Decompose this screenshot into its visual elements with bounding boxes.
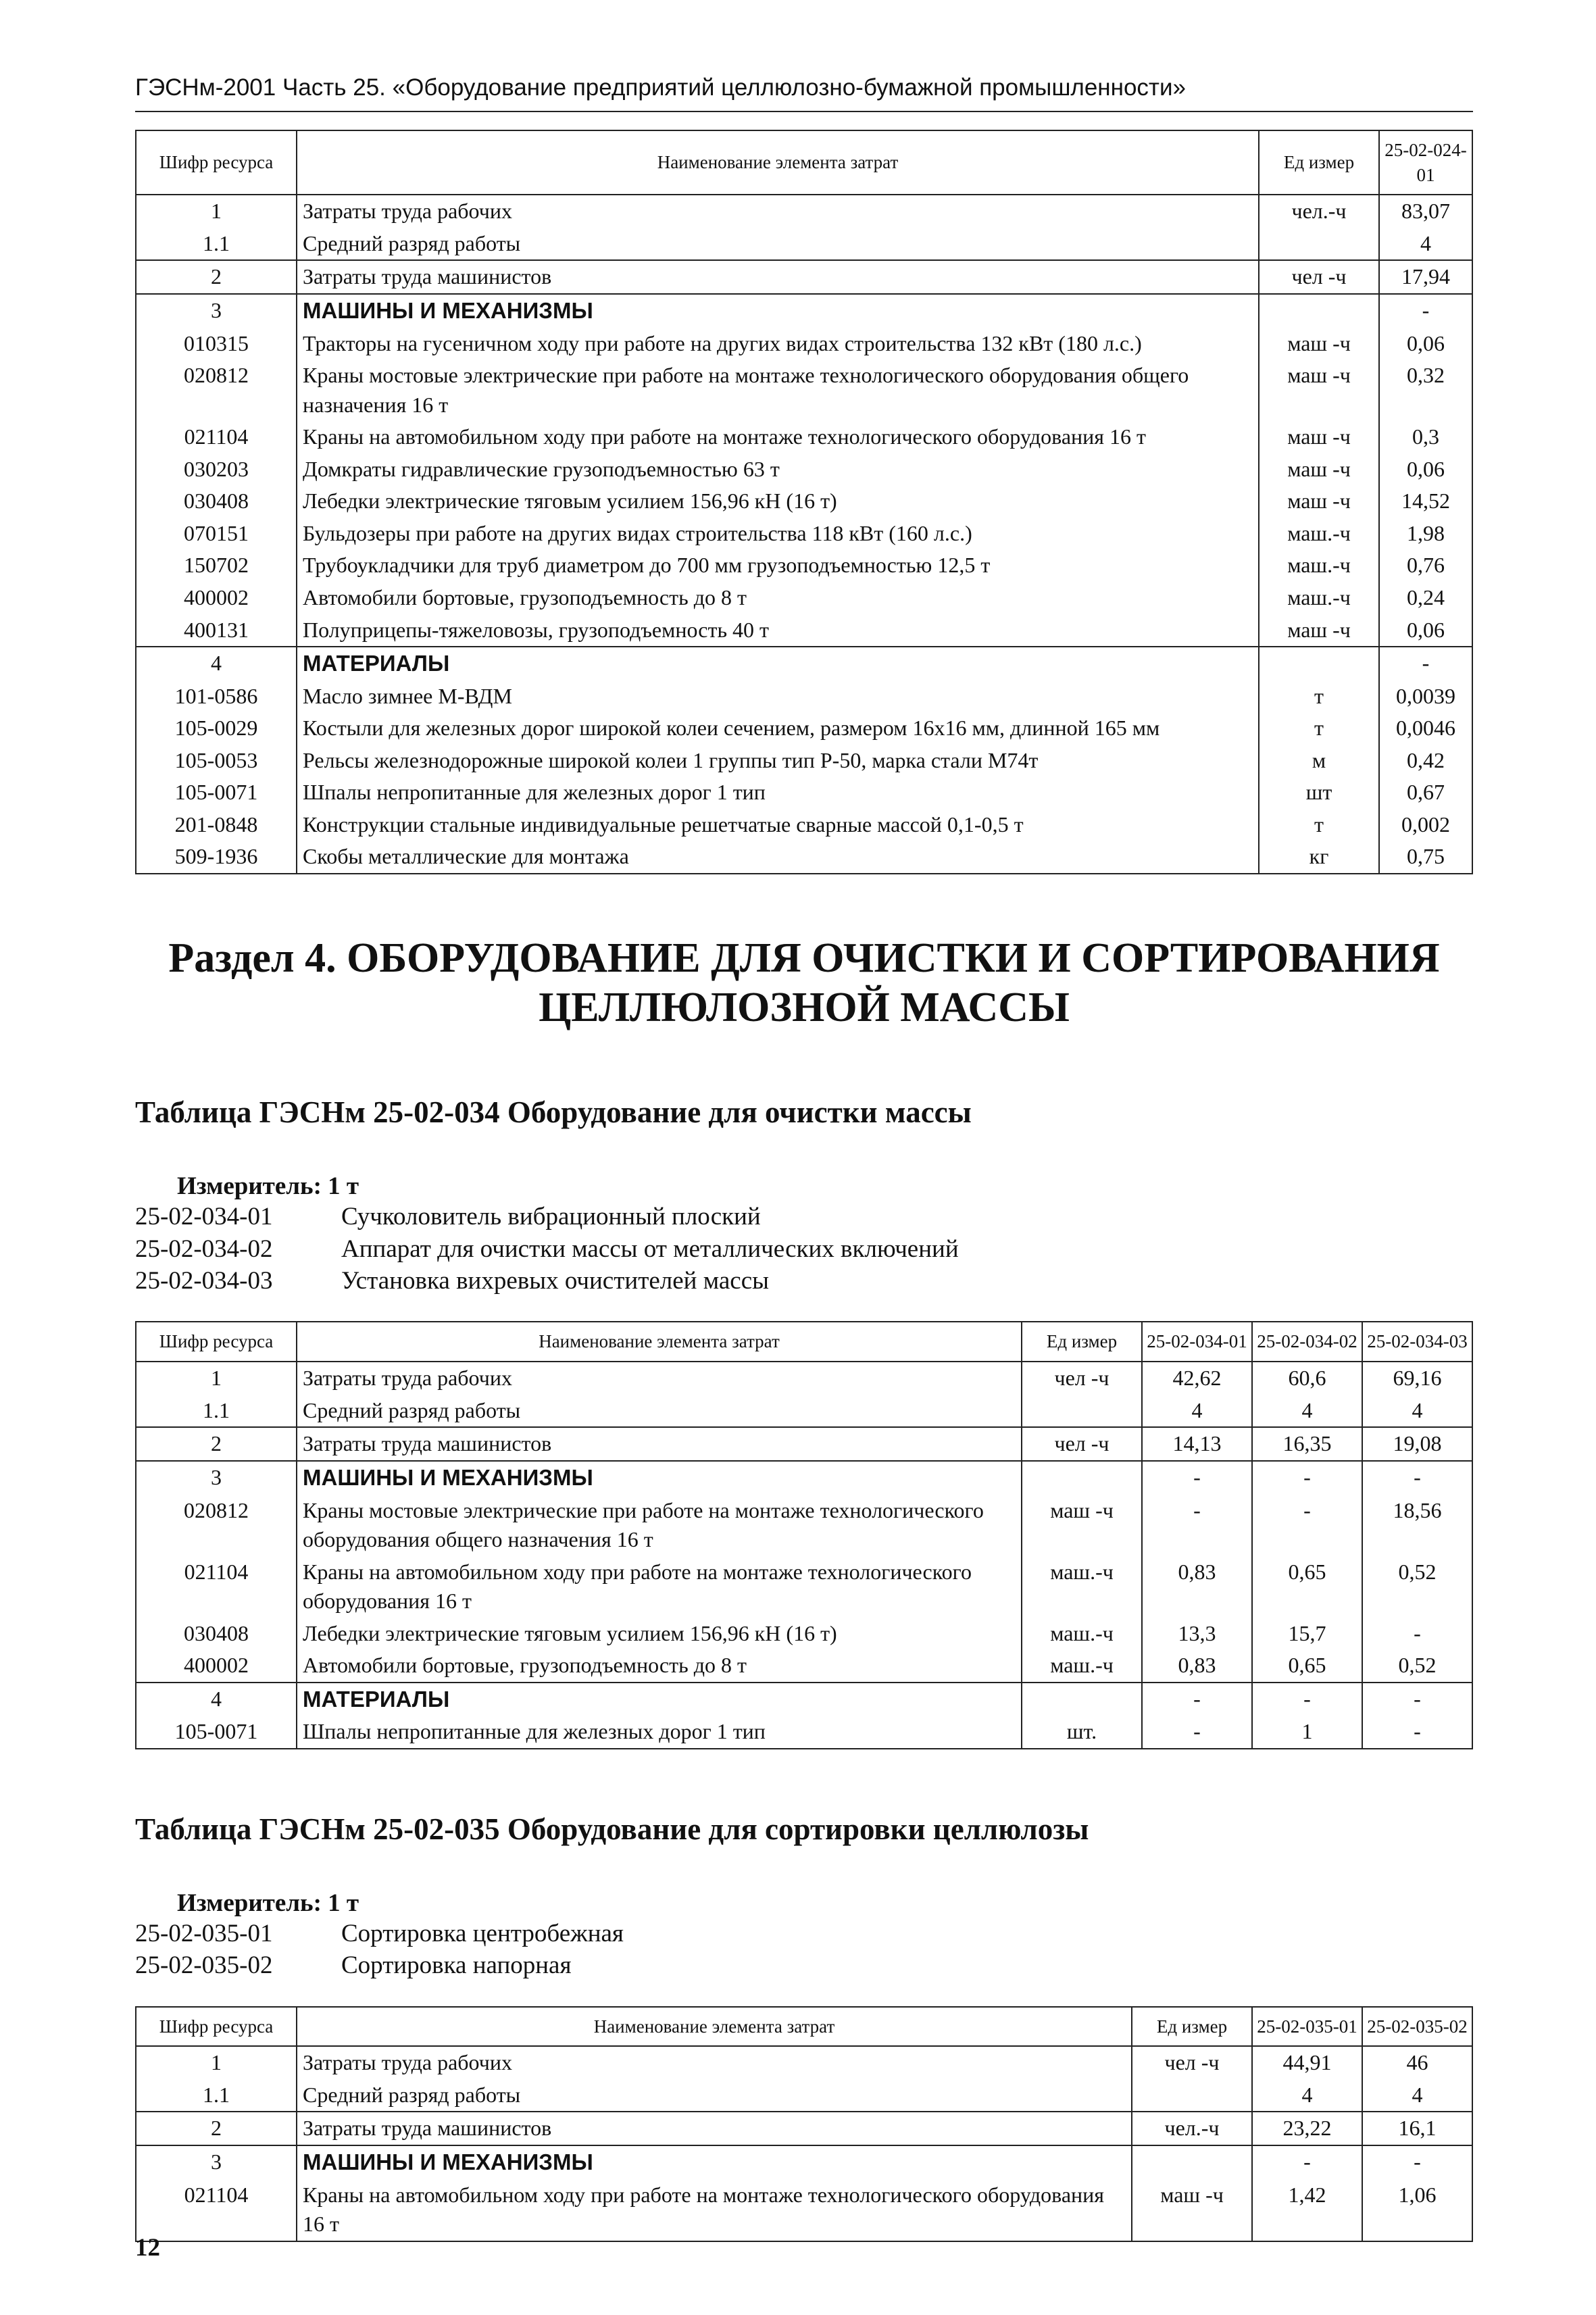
resource-code: 3 bbox=[136, 294, 297, 328]
norm-item bbox=[135, 1201, 1473, 1233]
table-row bbox=[136, 2079, 1472, 2112]
norm-value: - bbox=[1252, 1683, 1362, 1716]
meter-035 bbox=[135, 1889, 1473, 1918]
resource-code: 020812 bbox=[136, 1495, 297, 1556]
resource-code: 101-0586 bbox=[136, 680, 297, 713]
norm-code: 25-02-034-02 bbox=[135, 1235, 273, 1263]
resource-code: 021104 bbox=[136, 421, 297, 453]
table-row bbox=[136, 745, 1472, 777]
norm-value: 60,6 bbox=[1252, 1362, 1362, 1395]
table-header-row bbox=[136, 1322, 1472, 1362]
resource-code: 1.1 bbox=[136, 2079, 297, 2112]
table-row bbox=[136, 518, 1472, 550]
norm-value: 0,06 bbox=[1379, 453, 1472, 486]
table-row bbox=[136, 453, 1472, 486]
cost-element-name: Краны на автомобильном ходу при работе на монтаже технологического оборудования 16 т bbox=[297, 1556, 1022, 1618]
unit-of-measure: маш -ч bbox=[1022, 1495, 1142, 1556]
unit-of-measure: чел -ч bbox=[1022, 1427, 1142, 1461]
column-header: Ед измер bbox=[1132, 2007, 1252, 2047]
resource-code: 1 bbox=[136, 195, 297, 228]
table-034-title: Таблица ГЭСНм 25-02-034 Оборудование для очистки массы bbox=[135, 1095, 972, 1130]
unit-of-measure: шт. bbox=[1022, 1716, 1142, 1749]
table-row bbox=[136, 1395, 1472, 1428]
norm-value: 0,67 bbox=[1379, 776, 1472, 809]
table-row bbox=[136, 1427, 1472, 1461]
cost-element-name: Тракторы на гусеничном ходу при работе на других видах строительства 132 кВт (180 л.с.) bbox=[297, 328, 1259, 360]
unit-of-measure: маш -ч bbox=[1259, 328, 1379, 360]
unit-of-measure: т bbox=[1259, 712, 1379, 745]
cost-element-name: Краны на автомобильном ходу при работе на монтаже технологического оборудования 16 т bbox=[297, 421, 1259, 453]
section-heading: МАШИНЫ И МЕХАНИЗМЫ bbox=[297, 1461, 1022, 1495]
norm-value: 4 bbox=[1142, 1395, 1252, 1428]
column-header: 25-02-035-01 bbox=[1252, 2007, 1362, 2047]
meter-label: Измеритель: bbox=[177, 1889, 322, 1917]
resource-code: 1 bbox=[136, 1362, 297, 1395]
resource-code: 010315 bbox=[136, 328, 297, 360]
unit-of-measure: т bbox=[1259, 809, 1379, 841]
resource-code: 105-0053 bbox=[136, 745, 297, 777]
section-heading: МАТЕРИАЛЫ bbox=[297, 1683, 1022, 1716]
norm-value: - bbox=[1142, 1716, 1252, 1749]
resource-code: 1.1 bbox=[136, 1395, 297, 1428]
document-page bbox=[135, 74, 1473, 2242]
norm-value: 0,65 bbox=[1252, 1556, 1362, 1618]
section-row bbox=[136, 647, 1472, 680]
norm-value: 0,06 bbox=[1379, 328, 1472, 360]
resource-table-034 bbox=[135, 1321, 1473, 1749]
running-header: ГЭСНм-2001 Часть 25. «Оборудование предприятий целлюлозно-бумажной промышленности» bbox=[135, 74, 1473, 112]
resource-code: 2 bbox=[136, 1427, 297, 1461]
cost-element-name: Трубоукладчики для труб диаметром до 700 мм грузоподъемностью 12,5 т bbox=[297, 549, 1259, 582]
resource-code: 4 bbox=[136, 1683, 297, 1716]
cost-element-name: Краны на автомобильном ходу при работе на монтаже технологического оборудования 16 т bbox=[297, 2179, 1132, 2241]
unit-of-measure: маш.-ч bbox=[1022, 1556, 1142, 1618]
cost-element-name: Костыли для железных дорог широкой колеи сечением, размером 16x16 мм, длинной 165 мм bbox=[297, 712, 1259, 745]
column-header: Ед измер bbox=[1022, 1322, 1142, 1362]
column-header: Шифр ресурса bbox=[136, 130, 297, 195]
cost-element-name: Краны мостовые электрические при работе на монтаже технологического оборудования общего назначения 16 т bbox=[297, 359, 1259, 421]
resource-code: 105-0071 bbox=[136, 1716, 297, 1749]
table-row bbox=[136, 582, 1472, 614]
norm-value: 4 bbox=[1252, 1395, 1362, 1428]
norm-value: 0,0046 bbox=[1379, 712, 1472, 745]
section-title-line-2: ЦЕЛЛЮЛОЗНОЙ МАССЫ bbox=[539, 985, 1070, 1031]
norm-item bbox=[135, 1233, 1473, 1265]
norm-name: Сучколовитель вибрационный плоский bbox=[341, 1203, 761, 1231]
table-row bbox=[136, 1618, 1472, 1650]
unit-of-measure: чел -ч bbox=[1022, 1362, 1142, 1395]
cost-element-name: Рельсы железнодорожные широкой колеи 1 группы тип Р-50, марка стали М74т bbox=[297, 745, 1259, 777]
unit-of-measure bbox=[1022, 1683, 1142, 1716]
table-row bbox=[136, 614, 1472, 647]
norm-value: 69,16 bbox=[1362, 1362, 1472, 1395]
column-header: Ед измер bbox=[1259, 130, 1379, 195]
unit-of-measure: т bbox=[1259, 680, 1379, 713]
meter-unit: 1 т bbox=[328, 1889, 359, 1917]
norm-value: 0,24 bbox=[1379, 582, 1472, 614]
section-row bbox=[136, 2145, 1472, 2179]
resource-code: 105-0071 bbox=[136, 776, 297, 809]
norm-value: 0,42 bbox=[1379, 745, 1472, 777]
unit-of-measure: маш -ч bbox=[1259, 453, 1379, 486]
cost-element-name: Затраты труда машинистов bbox=[297, 1427, 1022, 1461]
norm-code: 25-02-035-01 bbox=[135, 1920, 273, 1947]
unit-of-measure: маш.-ч bbox=[1259, 549, 1379, 582]
unit-of-measure: маш.-ч bbox=[1022, 1618, 1142, 1650]
resource-code: 2 bbox=[136, 260, 297, 294]
table-row bbox=[136, 2112, 1472, 2145]
unit-of-measure bbox=[1132, 2145, 1252, 2179]
norm-item bbox=[135, 1949, 1473, 1981]
cost-element-name: Автомобили бортовые, грузоподъемность до 8 т bbox=[297, 582, 1259, 614]
norm-value: 15,7 bbox=[1252, 1618, 1362, 1650]
unit-of-measure: маш -ч bbox=[1259, 614, 1379, 647]
column-header: Наименование элемента затрат bbox=[297, 1322, 1022, 1362]
table-row bbox=[136, 776, 1472, 809]
column-header: Шифр ресурса bbox=[136, 1322, 297, 1362]
unit-of-measure: маш -ч bbox=[1259, 485, 1379, 518]
norm-name: Аппарат для очистки массы от металлических включений bbox=[341, 1235, 959, 1263]
norm-value: - bbox=[1362, 1683, 1472, 1716]
norm-name: Сортировка центробежная bbox=[341, 1920, 624, 1947]
unit-of-measure bbox=[1022, 1395, 1142, 1428]
norm-value: 46 bbox=[1362, 2046, 1472, 2079]
unit-of-measure: чел.-ч bbox=[1259, 195, 1379, 228]
resource-code: 021104 bbox=[136, 1556, 297, 1618]
section-row bbox=[136, 1461, 1472, 1495]
norm-value: 0,32 bbox=[1379, 359, 1472, 421]
item-list-035 bbox=[135, 1918, 1473, 1982]
norm-item bbox=[135, 1265, 1473, 1297]
cost-element-name: Масло зимнее М-ВДМ bbox=[297, 680, 1259, 713]
cost-element-name: Средний разряд работы bbox=[297, 2079, 1132, 2112]
resource-table-035 bbox=[135, 2006, 1473, 2242]
cost-element-name: Конструкции стальные индивидуальные решетчатые сварные массой 0,1-0,5 т bbox=[297, 809, 1259, 841]
resource-code: 3 bbox=[136, 2145, 297, 2179]
table-row bbox=[136, 328, 1472, 360]
cost-element-name: Средний разряд работы bbox=[297, 228, 1259, 261]
cost-element-name: Краны мостовые электрические при работе на монтаже технологического оборудования общего назначения 16 т bbox=[297, 1495, 1022, 1556]
cost-element-name: Домкраты гидравлические грузоподъемностью 63 т bbox=[297, 453, 1259, 486]
norm-value: 0,83 bbox=[1142, 1556, 1252, 1618]
norm-value: - bbox=[1362, 2145, 1472, 2179]
column-header: 25-02-035-02 bbox=[1362, 2007, 1472, 2047]
norm-value: 0,83 bbox=[1142, 1649, 1252, 1683]
unit-of-measure: маш.-ч bbox=[1259, 518, 1379, 550]
unit-of-measure bbox=[1259, 228, 1379, 261]
unit-of-measure: маш.-ч bbox=[1259, 582, 1379, 614]
table-row bbox=[136, 809, 1472, 841]
norm-value: 16,35 bbox=[1252, 1427, 1362, 1461]
unit-of-measure: чел -ч bbox=[1132, 2046, 1252, 2079]
norm-value: 0,0039 bbox=[1379, 680, 1472, 713]
column-header: Наименование элемента затрат bbox=[297, 2007, 1132, 2047]
norm-value: - bbox=[1252, 2145, 1362, 2179]
norm-value: 4 bbox=[1362, 2079, 1472, 2112]
resource-code: 2 bbox=[136, 2112, 297, 2145]
norm-value: 19,08 bbox=[1362, 1427, 1472, 1461]
norm-value: 16,1 bbox=[1362, 2112, 1472, 2145]
norm-value: - bbox=[1142, 1683, 1252, 1716]
table-row bbox=[136, 1649, 1472, 1683]
cost-element-name: Бульдозеры при работе на других видах строительства 118 кВт (160 л.с.) bbox=[297, 518, 1259, 550]
norm-value: 0,06 bbox=[1379, 614, 1472, 647]
norm-value: 1,42 bbox=[1252, 2179, 1362, 2241]
table-row bbox=[136, 1716, 1472, 1749]
resource-code: 021104 bbox=[136, 2179, 297, 2241]
norm-value: 13,3 bbox=[1142, 1618, 1252, 1650]
norm-value: 4 bbox=[1379, 228, 1472, 261]
norm-value: 42,62 bbox=[1142, 1362, 1252, 1395]
table-header-row bbox=[136, 2007, 1472, 2047]
meter-unit: 1 т bbox=[328, 1172, 359, 1201]
table-row bbox=[136, 1556, 1472, 1618]
norm-value: - bbox=[1142, 1461, 1252, 1495]
meter-034 bbox=[135, 1172, 1473, 1201]
norm-name: Установка вихревых очистителей массы bbox=[341, 1267, 770, 1295]
norm-value: 0,002 bbox=[1379, 809, 1472, 841]
resource-code: 3 bbox=[136, 1461, 297, 1495]
section-title bbox=[135, 934, 1473, 1032]
table-row bbox=[136, 1362, 1472, 1395]
unit-of-measure: маш -ч bbox=[1259, 359, 1379, 421]
norm-code: 25-02-034-01 bbox=[135, 1203, 273, 1231]
section-row bbox=[136, 294, 1472, 328]
table-row bbox=[136, 841, 1472, 874]
section-heading: МАШИНЫ И МЕХАНИЗМЫ bbox=[297, 294, 1259, 328]
norm-value: 0,75 bbox=[1379, 841, 1472, 874]
table-035-title: Таблица ГЭСНм 25-02-035 Оборудование для сортировки целлюлозы bbox=[135, 1812, 1089, 1846]
resource-code: 070151 bbox=[136, 518, 297, 550]
column-header: 25-02-034-03 bbox=[1362, 1322, 1472, 1362]
section-title-line-1: Раздел 4. ОБОРУДОВАНИЕ ДЛЯ ОЧИСТКИ И СОРТИРОВАНИЯ bbox=[168, 935, 1440, 981]
norm-value: 4 bbox=[1252, 2079, 1362, 2112]
norm-item bbox=[135, 1918, 1473, 1949]
norm-value: 44,91 bbox=[1252, 2046, 1362, 2079]
resource-code: 030203 bbox=[136, 453, 297, 486]
resource-code: 150702 bbox=[136, 549, 297, 582]
resource-code: 4 bbox=[136, 647, 297, 680]
unit-of-measure: чел.-ч bbox=[1132, 2112, 1252, 2145]
cost-element-name: Затраты труда рабочих bbox=[297, 1362, 1022, 1395]
cost-element-name: Затраты труда машинистов bbox=[297, 260, 1259, 294]
norm-value: 23,22 bbox=[1252, 2112, 1362, 2145]
resource-code: 509-1936 bbox=[136, 841, 297, 874]
resource-code: 030408 bbox=[136, 485, 297, 518]
norm-value: 1,98 bbox=[1379, 518, 1472, 550]
cost-element-name: Средний разряд работы bbox=[297, 1395, 1022, 1428]
unit-of-measure: чел -ч bbox=[1259, 260, 1379, 294]
unit-of-measure bbox=[1132, 2079, 1252, 2112]
norm-value: 1 bbox=[1252, 1716, 1362, 1749]
norm-value: - bbox=[1379, 647, 1472, 680]
norm-value: - bbox=[1362, 1461, 1472, 1495]
item-list-034 bbox=[135, 1201, 1473, 1297]
cost-element-name: Шпалы непропитанные для железных дорог 1 тип bbox=[297, 776, 1259, 809]
column-header: Шифр ресурса bbox=[136, 2007, 297, 2047]
resource-table-024 bbox=[135, 130, 1473, 874]
table-row bbox=[136, 680, 1472, 713]
cost-element-name: Затраты труда рабочих bbox=[297, 195, 1259, 228]
norm-value: - bbox=[1252, 1461, 1362, 1495]
section-heading: МАШИНЫ И МЕХАНИЗМЫ bbox=[297, 2145, 1132, 2179]
table-row bbox=[136, 260, 1472, 294]
table-row bbox=[136, 421, 1472, 453]
page-number: 12 bbox=[135, 2234, 160, 2262]
table-row bbox=[136, 228, 1472, 261]
table-row bbox=[136, 485, 1472, 518]
resource-code: 400131 bbox=[136, 614, 297, 647]
section-row bbox=[136, 1683, 1472, 1716]
unit-of-measure: шт bbox=[1259, 776, 1379, 809]
table-header-row bbox=[136, 130, 1472, 195]
norm-value: - bbox=[1142, 1495, 1252, 1556]
unit-of-measure: м bbox=[1259, 745, 1379, 777]
meter-label: Измеритель: bbox=[177, 1172, 322, 1201]
resource-code: 1 bbox=[136, 2046, 297, 2079]
cost-element-name: Лебедки электрические тяговым усилием 156,96 кН (16 т) bbox=[297, 485, 1259, 518]
norm-value: 17,94 bbox=[1379, 260, 1472, 294]
column-header: 25-02-034-02 bbox=[1252, 1322, 1362, 1362]
norm-value: 83,07 bbox=[1379, 195, 1472, 228]
table-row bbox=[136, 549, 1472, 582]
column-header: 25-02-034-01 bbox=[1142, 1322, 1252, 1362]
unit-of-measure bbox=[1259, 647, 1379, 680]
norm-value: 14,13 bbox=[1142, 1427, 1252, 1461]
unit-of-measure: маш -ч bbox=[1259, 421, 1379, 453]
unit-of-measure bbox=[1022, 1461, 1142, 1495]
cost-element-name: Полуприцепы-тяжеловозы, грузоподъемность 40 т bbox=[297, 614, 1259, 647]
resource-code: 020812 bbox=[136, 359, 297, 421]
cost-element-name: Шпалы непропитанные для железных дорог 1 тип bbox=[297, 1716, 1022, 1749]
cost-element-name: Лебедки электрические тяговым усилием 156,96 кН (16 т) bbox=[297, 1618, 1022, 1650]
norm-value: - bbox=[1379, 294, 1472, 328]
norm-value: 0,3 bbox=[1379, 421, 1472, 453]
section-heading: МАТЕРИАЛЫ bbox=[297, 647, 1259, 680]
resource-code: 400002 bbox=[136, 1649, 297, 1683]
norm-value: - bbox=[1362, 1716, 1472, 1749]
column-header: 25-02-024-01 bbox=[1379, 130, 1472, 195]
cost-element-name: Скобы металлические для монтажа bbox=[297, 841, 1259, 874]
norm-value: - bbox=[1252, 1495, 1362, 1556]
norm-value: - bbox=[1362, 1618, 1472, 1650]
norm-value: 0,76 bbox=[1379, 549, 1472, 582]
norm-value: 18,56 bbox=[1362, 1495, 1472, 1556]
table-row bbox=[136, 712, 1472, 745]
norm-code: 25-02-035-02 bbox=[135, 1951, 273, 1980]
norm-value: 4 bbox=[1362, 1395, 1472, 1428]
unit-of-measure: маш -ч bbox=[1132, 2179, 1252, 2241]
cost-element-name: Затраты труда машинистов bbox=[297, 2112, 1132, 2145]
table-row bbox=[136, 1495, 1472, 1556]
norm-value: 1,06 bbox=[1362, 2179, 1472, 2241]
resource-code: 105-0029 bbox=[136, 712, 297, 745]
norm-value: 0,52 bbox=[1362, 1556, 1472, 1618]
cost-element-name: Затраты труда рабочих bbox=[297, 2046, 1132, 2079]
unit-of-measure: маш.-ч bbox=[1022, 1649, 1142, 1683]
table-row bbox=[136, 195, 1472, 228]
resource-code: 030408 bbox=[136, 1618, 297, 1650]
table-row bbox=[136, 359, 1472, 421]
norm-name: Сортировка напорная bbox=[341, 1951, 572, 1980]
norm-code: 25-02-034-03 bbox=[135, 1267, 273, 1295]
column-header: Наименование элемента затрат bbox=[297, 130, 1259, 195]
norm-value: 14,52 bbox=[1379, 485, 1472, 518]
resource-code: 1.1 bbox=[136, 228, 297, 261]
resource-code: 201-0848 bbox=[136, 809, 297, 841]
cost-element-name: Автомобили бортовые, грузоподъемность до 8 т bbox=[297, 1649, 1022, 1683]
table-row bbox=[136, 2046, 1472, 2079]
norm-value: 0,52 bbox=[1362, 1649, 1472, 1683]
unit-of-measure: кг bbox=[1259, 841, 1379, 874]
resource-code: 400002 bbox=[136, 582, 297, 614]
norm-value: 0,65 bbox=[1252, 1649, 1362, 1683]
unit-of-measure bbox=[1259, 294, 1379, 328]
table-row bbox=[136, 2179, 1472, 2241]
